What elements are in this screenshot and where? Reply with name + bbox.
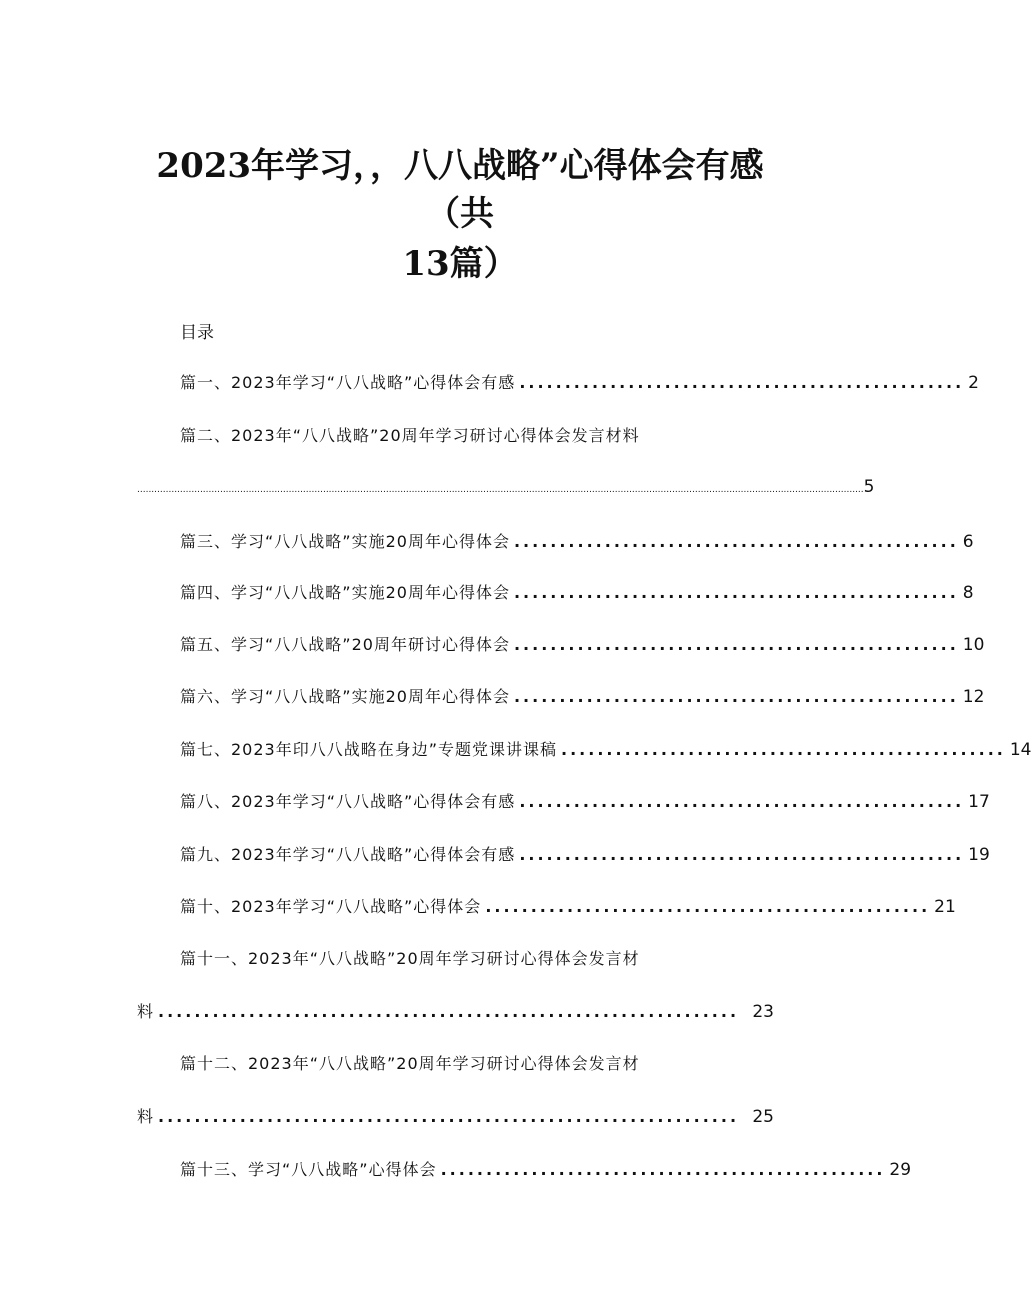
toc-entry-label: 篇六、学习“八八战略”实施20周年心得体会 xyxy=(180,687,510,706)
toc-leader-dots: ................................................................ xyxy=(158,1107,740,1126)
toc-entry-page: 21 xyxy=(934,897,956,917)
toc-leader-dots: ................................................. xyxy=(519,373,965,392)
toc-entry-11-label[interactable]: 篇十一、2023年“八八战略”20周年学习研讨心得体会发言材 xyxy=(180,949,640,968)
toc-entry-2-leader[interactable] xyxy=(137,477,875,497)
toc-leader-dots: ................................................. xyxy=(440,1160,886,1179)
toc-leader-dots: .............................................................................................................................................................................................................................................................. xyxy=(137,485,864,495)
toc-entry-13[interactable] xyxy=(180,1157,912,1180)
toc-entry-page: 25 xyxy=(752,1107,774,1127)
toc-entry-label: 篇八、2023年学习“八八战略”心得体会有感 xyxy=(180,792,516,811)
toc-entry-label-continued: 料 xyxy=(137,1002,155,1021)
toc-heading: 目录 xyxy=(180,323,214,343)
toc-leader-dots: ................................................. xyxy=(513,687,959,706)
toc-leader-dots: ................................................. xyxy=(513,635,959,654)
toc-entry-10[interactable] xyxy=(180,894,956,917)
toc-entry-6[interactable] xyxy=(180,684,985,707)
toc-entry-page: 8 xyxy=(962,583,974,603)
toc-leader-dots: ................................................. xyxy=(513,532,959,551)
toc-entry-page: 19 xyxy=(968,845,990,865)
toc-entry-page: 12 xyxy=(962,687,985,707)
toc-entry-12-leader[interactable] xyxy=(137,1104,774,1127)
document-title-line-1: 2023年学习，，八八战略”心得体会有感 xyxy=(156,146,764,186)
toc-entry-label: 篇五、学习“八八战略”20周年研讨心得体会 xyxy=(180,635,510,654)
toc-entry-page: 23 xyxy=(752,1002,774,1022)
toc-entry-label: 篇三、学习“八八战略”实施20周年心得体会 xyxy=(180,532,510,551)
toc-entry-label: 篇十、2023年学习“八八战略”心得体会 xyxy=(180,897,482,916)
toc-entry-5[interactable] xyxy=(180,632,985,655)
toc-leader-dots: ................................................. xyxy=(485,897,931,916)
document-title-line-3: 13篇） xyxy=(402,244,518,284)
toc-leader-dots: ................................................. xyxy=(561,740,1006,759)
toc-entry-12-label[interactable]: 篇十二、2023年“八八战略”20周年学习研讨心得体会发言材 xyxy=(180,1054,640,1073)
toc-entry-8[interactable] xyxy=(180,789,990,812)
toc-entry-label: 篇七、2023年印八八战略在身边”专题党课讲课稿 xyxy=(180,740,558,759)
toc-entry-page: 6 xyxy=(962,532,974,552)
toc-leader-dots: ................................................. xyxy=(519,845,965,864)
toc-leader-dots: ................................................. xyxy=(513,583,959,602)
toc-entry-page: 17 xyxy=(968,792,990,812)
toc-entry-9[interactable] xyxy=(180,842,990,865)
toc-leader-dots: ................................................................ xyxy=(158,1002,740,1021)
toc-entry-4[interactable] xyxy=(180,580,974,603)
toc-entry-page: 29 xyxy=(889,1160,912,1180)
toc-entry-2-label[interactable]: 篇二、2023年“八八战略”20周年学习研讨心得体会发言材料 xyxy=(180,426,640,445)
toc-leader-dots: ................................................. xyxy=(519,792,965,811)
toc-entry-label: 篇四、学习“八八战略”实施20周年心得体会 xyxy=(180,583,510,602)
toc-entry-label-continued: 料 xyxy=(137,1107,155,1126)
toc-entry-page: 5 xyxy=(863,477,875,497)
toc-entry-label: 篇九、2023年学习“八八战略”心得体会有感 xyxy=(180,845,516,864)
toc-entry-7[interactable] xyxy=(180,737,1031,760)
toc-entry-page: 14 xyxy=(1009,740,1031,760)
document-title-line-2: （共 xyxy=(426,194,494,234)
toc-entry-label: 篇一、2023年学习“八八战略”心得体会有感 xyxy=(180,373,516,392)
toc-entry-3[interactable] xyxy=(180,529,974,552)
toc-entry-1[interactable] xyxy=(180,370,979,393)
toc-entry-page: 10 xyxy=(962,635,985,655)
toc-entry-11-leader[interactable] xyxy=(137,999,774,1022)
toc-entry-page: 2 xyxy=(968,373,979,393)
toc-entry-label: 篇十三、学习“八八战略”心得体会 xyxy=(180,1160,437,1179)
